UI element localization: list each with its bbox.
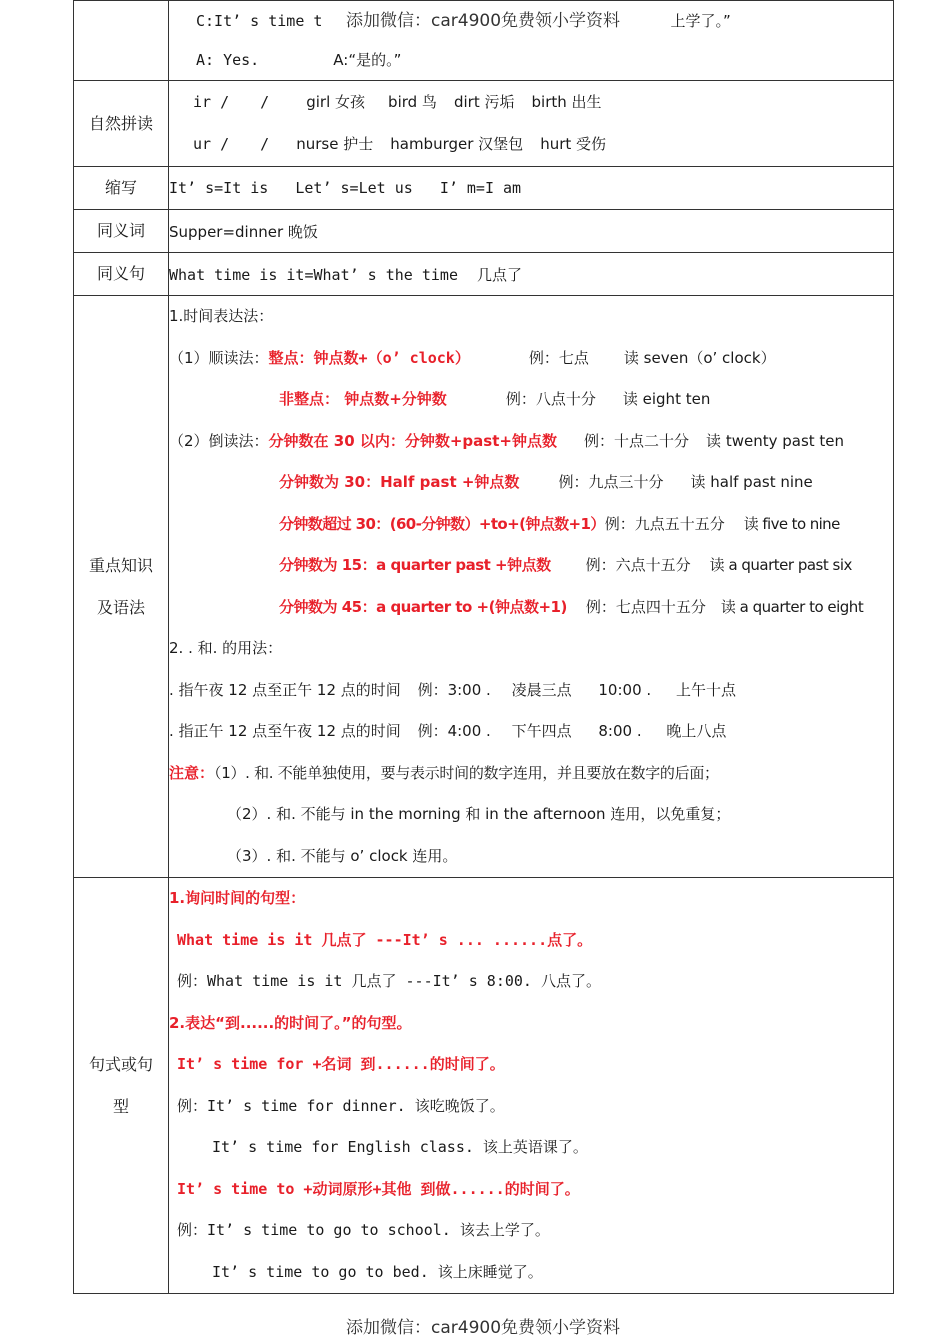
abbr-item-its: It’ s=It is	[169, 179, 269, 197]
patterns-question-rule: What time is it 几点了 ---It’ s ... ......点了。	[177, 930, 593, 949]
phonics-ur-sym: ur /	[193, 134, 230, 153]
grammar-reverse-label: （2）倒读法：	[169, 431, 269, 450]
grammar-example-4: 例：九点三十分	[558, 473, 664, 491]
grammar-line-7	[169, 587, 893, 629]
grammar-pm-ex2-cn: 晚上八点	[666, 722, 727, 740]
patterns-time-to-ex1: 例：It’ s time to go to school. 该去上学了。	[177, 1221, 550, 1239]
grammar-pm-ex2: 8:00 .	[598, 722, 642, 740]
grammar-note-label: 注意：	[169, 763, 215, 782]
grammar-pm-line	[169, 711, 893, 753]
phonics-ir-line	[193, 82, 893, 124]
abbr-content	[169, 167, 894, 210]
phonics-ir-sym: ir /	[193, 93, 230, 111]
grammar-rule-half: 分钟数为 30：Half past +钟点数	[279, 473, 520, 491]
grammar-label	[74, 296, 169, 878]
watermark-top: 添加微信：car4900免费领小学资料	[344, 6, 622, 31]
patterns-time-for-ex2: It’ s time for English class. 该上英语课了。	[212, 1138, 588, 1156]
patterns-time-for-rule: It’ s time for +名词 到......的时间了。	[177, 1055, 505, 1073]
phonics-content	[169, 81, 894, 167]
dialog-line-2	[196, 40, 893, 80]
grammar-reading-7: 读 a quarter to eight	[720, 597, 864, 616]
grammar-row	[74, 296, 894, 878]
synonym-label: 同义词	[74, 210, 169, 253]
patterns-label-line1: 句式或句	[88, 1054, 153, 1074]
grammar-note-1-text: （1）. 和. 不能单独使用，要与表示时间的数字连用，并且要放在数字的后面；	[214, 763, 719, 782]
abbr-item-lets: Let’ s=Let us	[295, 179, 413, 197]
grammar-line-4	[169, 462, 893, 504]
grammar-rule-quarter-to: 分钟数为 45：a quarter to +(钟点数+1)	[279, 597, 567, 616]
phonics-word-birth: birth 出生	[531, 93, 602, 111]
dialog-line-1-en: C:It’ s time t	[196, 11, 323, 30]
grammar-example-2: 例：八点十分	[505, 390, 596, 408]
phonics-word-girl: girl 女孩	[306, 93, 366, 111]
dialog-label-cell	[74, 1, 169, 81]
grammar-note-3: （3）. 和. 不能与 o’ clock 连用。	[227, 846, 458, 865]
phonics-word-bird: bird 鸟	[388, 93, 437, 111]
abbr-row	[74, 167, 894, 210]
grammar-line-2	[169, 379, 893, 421]
abbr-label: 缩写	[74, 167, 169, 210]
phonics-row	[74, 81, 894, 167]
grammar-reading-3: 读 twenty past ten	[706, 431, 845, 450]
grammar-reading-2: 读 eight ten	[622, 390, 711, 408]
watermark-bottom: 添加微信：car4900免费领小学资料	[344, 1313, 622, 1338]
phonics-word-nurse: nurse 护士	[296, 134, 374, 153]
patterns-content	[169, 878, 894, 1294]
grammar-example-7: 例：七点四十五分	[585, 597, 706, 616]
grammar-am-ex1-cn: 凌晨三点	[511, 680, 572, 699]
grammar-am-ex2-cn: 上午十点	[675, 680, 736, 699]
synonym-row	[74, 210, 894, 253]
grammar-am-ex1: 例：3:00 .	[417, 680, 491, 699]
grammar-am-ex2: 10:00 .	[598, 680, 652, 699]
grammar-label-line2: 及语法	[96, 597, 145, 617]
lesson-table	[73, 0, 894, 1294]
phonics-label: 自然拼读	[74, 81, 169, 167]
grammar-example-1: 例：七点	[528, 348, 589, 367]
synonym-text: Supper=dinner 晚饭	[169, 222, 318, 241]
synsent-content	[169, 253, 894, 296]
synonym-content	[169, 210, 894, 253]
dialog-line-2-en: A: Yes.	[196, 50, 260, 69]
patterns-label	[74, 878, 169, 1294]
grammar-rule-non-whole: 非整点： 钟点数+分钟数	[279, 390, 447, 408]
synsent-cn: 几点了	[477, 265, 523, 284]
patterns-question-example: 例：What time is it 几点了 ---It’ s 8:00. 八点了。	[177, 972, 601, 990]
grammar-heading-1: 1.时间表达法：	[169, 307, 274, 325]
grammar-pm-ex1-cn: 下午四点	[511, 722, 572, 740]
grammar-am-line	[169, 670, 893, 712]
abbr-item-im: I’ m=I am	[439, 179, 522, 197]
synsent-label: 同义句	[74, 253, 169, 296]
patterns-heading-1: 1.询问时间的句型：	[169, 889, 306, 907]
grammar-line-1	[169, 338, 893, 380]
patterns-row	[74, 878, 894, 1294]
dialog-line-2-cn: A:“是的。”	[333, 50, 402, 69]
grammar-line-3	[169, 421, 893, 463]
grammar-example-6: 例：六点十五分	[585, 556, 691, 574]
phonics-ur-line	[193, 124, 893, 166]
phonics-ur-slash: /	[260, 134, 270, 153]
grammar-rule-quarter-past: 分钟数为 15：a quarter past +钟点数	[279, 556, 551, 574]
grammar-rule-whole-hour: 整点：钟点数+（o’ clock）	[268, 348, 470, 367]
patterns-time-to-ex2: It’ s time to go to bed. 该上床睡觉了。	[212, 1262, 543, 1281]
grammar-reading-6: 读 a quarter past six	[709, 556, 852, 574]
phonics-word-hurt: hurt 受伤	[540, 134, 607, 153]
grammar-forward-label: （1）顺读法：	[169, 348, 269, 367]
grammar-note-2: （2）. 和. 不能与 in the morning 和 in the afternoon 连用，以免重复；	[227, 805, 731, 823]
grammar-heading-2: 2. . 和. 的用法：	[169, 639, 283, 657]
grammar-rule-under-30: 分钟数在 30 以内：分钟数+past+钟点数	[268, 431, 557, 450]
grammar-pm-desc: . 指正午 12 点至午夜 12 点的时间	[169, 722, 401, 740]
patterns-time-to-rule: It’ s time to +动词原形+其他 到做......的时间了。	[177, 1179, 580, 1198]
patterns-heading-2: 2.表达“到......的时间了。”的句型。	[169, 1013, 412, 1032]
grammar-reading-4: 读 half past nine	[690, 473, 813, 491]
synsent-row	[74, 253, 894, 296]
phonics-ir-slash: /	[260, 93, 270, 111]
patterns-time-for-ex1: 例：It’ s time for dinner. 该吃晚饭了。	[177, 1096, 505, 1115]
phonics-word-dirt: dirt 污垢	[453, 93, 515, 111]
grammar-note-1	[169, 753, 893, 795]
grammar-reading-5: 读 five to nine	[743, 514, 840, 533]
grammar-label-line1: 重点知识	[88, 555, 153, 575]
grammar-example-3: 例：十点二十分	[584, 431, 690, 450]
grammar-line-5	[169, 504, 893, 546]
grammar-content	[169, 296, 894, 878]
phonics-word-hamburger: hamburger 汉堡包	[390, 134, 524, 153]
grammar-pm-ex1: 例：4:00 .	[417, 722, 491, 740]
grammar-example-5: 例：九点五十五分	[604, 514, 725, 533]
patterns-label-line2: 型	[112, 1096, 129, 1116]
grammar-line-6	[169, 545, 893, 587]
grammar-reading-1: 读 seven（o’ clock）	[623, 348, 776, 367]
grammar-am-desc: . 指午夜 12 点至正午 12 点的时间	[169, 680, 401, 699]
dialog-line-1-cn: 上学了。”	[670, 11, 731, 30]
grammar-rule-over-30: 分钟数超过 30：(60-分钟数）+to+(钟点数+1）	[279, 514, 605, 533]
synsent-text: What time is it=What’ s the time	[169, 265, 458, 284]
